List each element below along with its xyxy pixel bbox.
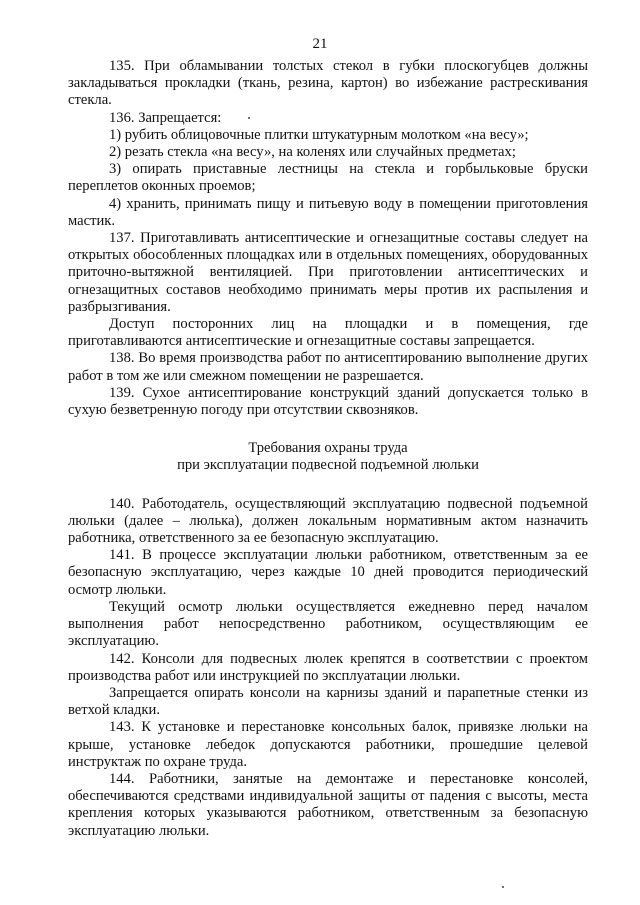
paragraph-137: 137. Приготавливать антисептические и огнезащитные составы следует на открытых обособленных площадках или в отдельных помещениях, оборудованных приточно-вытяжной вентиляцией. При приготовлении антисептических и огнезащитных составов необходимо принимать меры против их распыления и разбрызгивания. [68,230,588,315]
paragraph-138: 138. Во время производства работ по антисептированию выполнение других работ в том же или смежном помещении не разрешается. [68,350,588,384]
paragraph-140: 140. Работодатель, осуществляющий эксплуатацию подвесной подъемной люльки (далее – люлька), должен локальным нормативным актом назначить работника, ответственного за ее безопасную эксплуатацию. [68,495,588,547]
page-number: 21 [312,36,328,52]
paragraph-139: 139. Сухое антисептирование конструкций зданий допускается только в сухую безветренную погоду при отсутствии сквозняков. [68,384,588,419]
section-heading-line-1: Требования охраны труда [248,440,408,457]
paragraph-141-current-inspection: Текущий осмотр люльки осуществляется ежедневно перед началом выполнения работ непосредственно работником, осуществляющим ее эксплуатацию. [68,598,588,650]
paragraph-137-access: Доступ посторонних лиц на площадки и в помещения, где приготавливаются антисептические и огнезащитные составы запрещается. [68,316,588,350]
paragraph-136-item-3: 3) опирать приставные лестницы на стекла и горбыльковые бруски переплетов оконных проемов; [68,161,588,195]
paragraph-143: 143. К установке и перестановке консольных балок, привязке люльки на крыше, установке лебедок допускаются работники, прошедшие целевой инструктаж по охране труда. [68,719,588,770]
paragraph-142-prohibition: Запрещается опирать консоли на карнизы зданий и парапетные стенки из ветхой кладки. [68,684,588,719]
paragraph-136-item-2: 2) резать стекла «на весу», на коленях или случайных предметах; [109,144,516,161]
paragraph-136-item-4: 4) хранить, принимать пищу и питьевую воду в помещении приготовления мастик. [68,195,588,229]
scan-speck [502,886,504,888]
document-body [68,58,588,840]
paragraph-135: 135. При обламывании толстых стекол в губки плоскогубцев должны закладываться прокладки (ткань, резина, картон) во избежание растрескивания стекла. [68,58,588,109]
paragraph-142: 142. Консоли для подвесных люлек крепятся в соответствии с проектом производства работ или инструкцией по эксплуатации люльки. [68,650,588,684]
paragraph-136-item-1: 1) рубить облицовочные плитки штукатурным молотком «на весу»; [109,126,529,143]
scan-speck [248,117,250,119]
paragraph-141: 141. В процессе эксплуатации люльки работником, ответственным за ее безопасную эксплуатацию, через каждые 10 дней проводится периодический осмотр люльки. [68,547,588,598]
paragraph-144: 144. Работники, занятые на демонтаже и перестановке консолей, обеспечиваются средствами индивидуальной защиты от падения с высоты, места крепления которых указываются работником, ответственным за безопасную эксплуатацию люльки. [68,770,588,839]
section-heading [68,440,588,474]
section-heading-line-2: при эксплуатации подвесной подъемной люльки [177,457,479,474]
paragraph-136: 136. Запрещается: [109,109,222,126]
